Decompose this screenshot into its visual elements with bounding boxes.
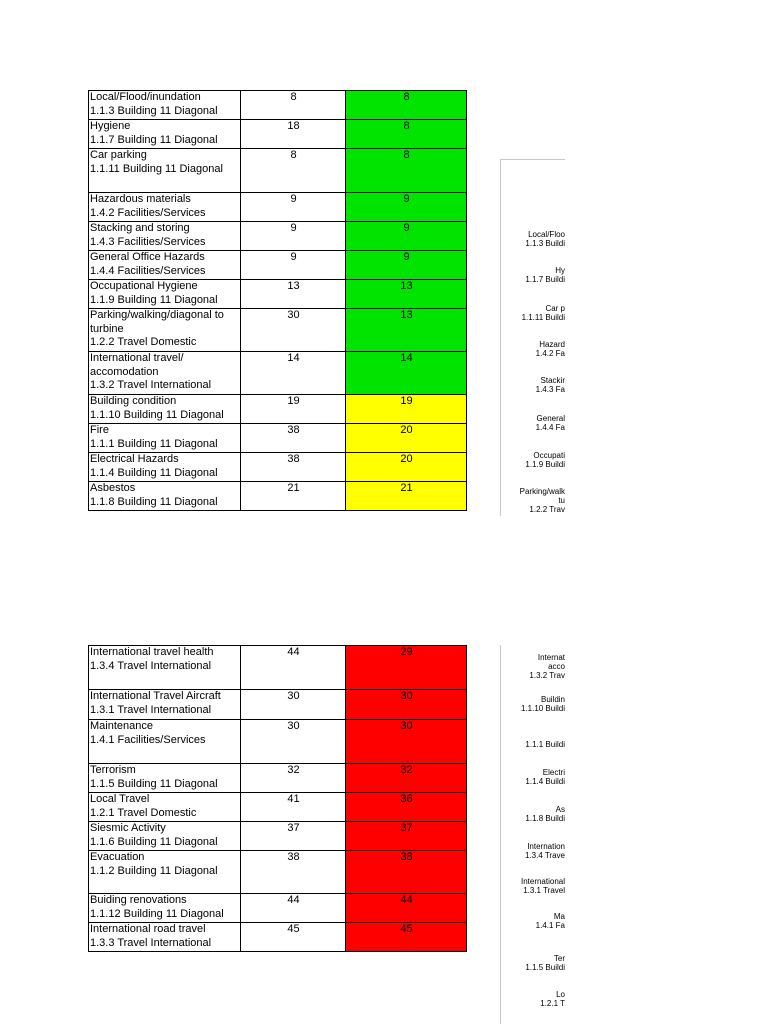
risk-name: International road travel (90, 923, 206, 935)
risk-row (89, 91, 467, 120)
risk-name: turbine (90, 322, 124, 335)
chart-category-label-line: Internat (537, 653, 565, 662)
chart-category-label-line: Internation (527, 842, 565, 851)
risk-row (89, 851, 467, 894)
inherent-score-cell: 9 (241, 193, 346, 222)
risk-description-cell (89, 720, 241, 764)
residual-score-cell: 45 (346, 923, 467, 952)
risk-reference: 1.3.2 Travel International (90, 379, 212, 391)
inherent-score-cell: 30 (241, 690, 346, 720)
risk-description-cell (89, 764, 241, 793)
risk-row (89, 222, 467, 251)
residual-score-cell: 21 (346, 482, 467, 511)
risk-reference: 1.3.1 Travel International (90, 703, 212, 716)
risk-description-cell (89, 395, 241, 424)
residual-score-cell: 13 (346, 309, 467, 352)
risk-description-cell (89, 251, 241, 280)
chart-category-label (525, 842, 565, 860)
risk-row (89, 395, 467, 424)
chart-category-label-line: 1.3.4 Trave (524, 851, 565, 860)
chart-category-label-line: Parking/walk (519, 487, 565, 496)
risk-reference: 1.4.4 Facilities/Services (90, 264, 206, 277)
risk-description-cell (89, 482, 241, 511)
risk-reference: 1.1.10 Building 11 Diagonal (90, 408, 224, 421)
inherent-score-cell: 30 (241, 309, 346, 352)
risk-table-body (89, 91, 467, 511)
inherent-score-cell: 45 (241, 923, 346, 952)
risk-description-cell (89, 222, 241, 251)
residual-score-cell: 29 (346, 646, 467, 690)
risk-row (89, 482, 467, 511)
risk-row (89, 280, 467, 309)
chart-category-label (536, 414, 565, 432)
residual-score-cell: 37 (346, 822, 467, 851)
chart-category-label (525, 954, 565, 972)
risk-name: Maintenance (90, 720, 153, 732)
risk-reference: 1.1.5 Building 11 Diagonal (90, 777, 218, 790)
risk-reference: 1.1.4 Building 11 Diagonal (90, 466, 218, 479)
risk-reference: 1.4.2 Facilities/Services (90, 206, 206, 219)
chart-category-label-line: Hy (555, 266, 565, 275)
residual-score-cell: 44 (346, 894, 467, 923)
risk-reference: 1.1.11 Building 11 Diagonal (90, 162, 223, 175)
chart-category-label-line: 1.1.3 Buildi (525, 239, 565, 248)
chart-category-label (525, 266, 565, 284)
chart-category-label (536, 340, 565, 358)
risk-row (89, 923, 467, 952)
risk-reference: 1.1.1 Building 11 Diagonal (90, 437, 218, 450)
chart-category-label-line: 1.2.2 Trav (529, 505, 565, 514)
risk-row (89, 646, 467, 690)
chart-category-label-line: 1.1.1 Buildi (525, 740, 565, 749)
risk-reference: 1.1.7 Building 11 Diagonal (90, 133, 218, 146)
risk-name: Occupational Hygiene (90, 280, 198, 292)
chart-category-label-line: 1.4.4 Fa (535, 423, 565, 432)
residual-score-cell: 8 (346, 91, 467, 120)
chart-category-label-line: 1.1.7 Buildi (525, 275, 565, 284)
risk-name: Local Travel (90, 793, 150, 805)
risk-table-body (89, 646, 467, 952)
chart-category-label (529, 653, 565, 680)
chart-category-label (536, 912, 565, 930)
risk-row (89, 720, 467, 764)
risk-name: Siesmic Activity (90, 822, 166, 834)
risk-name: General Office Hazards (90, 251, 205, 263)
risk-row (89, 352, 467, 395)
risk-row (89, 120, 467, 149)
chart-category-label-line: Occupati (533, 451, 565, 460)
chart-category-label (525, 740, 565, 749)
risk-name: accomodation (90, 365, 159, 378)
risk-name: Electrical Hazards (90, 453, 179, 465)
chart-category-label-line: 1.1.4 Buildi (525, 777, 565, 786)
chart-category-label-line: International (520, 877, 565, 886)
risk-reference: 1.1.9 Building 11 Diagonal (90, 293, 218, 306)
chart-category-label (540, 990, 565, 1008)
inherent-score-cell: 8 (241, 149, 346, 193)
chart-category-label-line: 1.3.1 Travel (523, 886, 565, 895)
inherent-score-cell: 38 (241, 851, 346, 894)
risk-name: Car parking (90, 149, 147, 161)
residual-score-cell: 32 (346, 764, 467, 793)
inherent-score-cell: 38 (241, 424, 346, 453)
residual-score-cell: 14 (346, 352, 467, 395)
chart-category-label (521, 877, 565, 895)
risk-name: International travel health (90, 646, 214, 658)
risk-reference: 1.2.2 Travel Domestic (90, 336, 197, 348)
residual-score-cell: 13 (346, 280, 467, 309)
risk-name: Local/Flood/inundation (90, 91, 201, 103)
risk-name: Parking/walking/diagonal to (90, 309, 224, 321)
risk-row (89, 690, 467, 720)
residual-score-cell: 30 (346, 690, 467, 720)
inherent-score-cell: 44 (241, 894, 346, 923)
risk-reference: 1.2.1 Travel Domestic (90, 806, 197, 819)
chart-category-label-line: Stackir (540, 376, 565, 385)
chart-category-label-line: Buildin (540, 695, 565, 704)
risk-row (89, 251, 467, 280)
risk-description-cell (89, 822, 241, 851)
inherent-score-cell: 13 (241, 280, 346, 309)
risk-name: Hazardous materials (90, 193, 191, 205)
inherent-score-cell: 21 (241, 482, 346, 511)
risk-description-cell (89, 453, 241, 482)
risk-reference: 1.1.3 Building 11 Diagonal (90, 104, 218, 117)
inherent-score-cell: 9 (241, 251, 346, 280)
chart-category-label-line: 1.4.3 Fa (535, 385, 565, 394)
chart-category-label (522, 304, 565, 322)
risk-name: Terrorism (90, 764, 136, 776)
risk-description-cell (89, 280, 241, 309)
risk-name: Stacking and storing (90, 222, 190, 234)
risk-reference: 1.1.6 Building 11 Diagonal (90, 835, 218, 848)
risk-row (89, 193, 467, 222)
risk-name: Buiding renovations (90, 894, 187, 906)
risk-description-cell (89, 352, 241, 395)
inherent-score-cell: 19 (241, 395, 346, 424)
chart-category-label (525, 805, 565, 823)
chart-category-label-line: 1.4.1 Fa (535, 921, 565, 930)
risk-row (89, 424, 467, 453)
risk-name: Asbestos (90, 482, 136, 494)
risk-reference: 1.1.12 Building 11 Diagonal (90, 907, 224, 920)
risk-row (89, 764, 467, 793)
risk-reference: 1.1.2 Building 11 Diagonal (90, 864, 218, 877)
chart-category-label-line: tu (558, 496, 565, 505)
chart-category-label (525, 768, 565, 786)
risk-reference: 1.4.3 Facilities/Services (90, 235, 206, 248)
chart-category-label (525, 230, 565, 248)
inherent-score-cell: 14 (241, 352, 346, 395)
side-chart-labels-bottom (500, 645, 565, 1024)
risk-row (89, 309, 467, 352)
inherent-score-cell: 41 (241, 793, 346, 822)
chart-category-label-line: 1.1.10 Buildi (520, 704, 565, 713)
chart-category-label-line: Local/Floo (528, 230, 565, 239)
risk-name: International Travel Aircraft (90, 690, 221, 702)
risk-reference: 1.1.8 Building 11 Diagonal (90, 495, 218, 508)
risk-description-cell (89, 424, 241, 453)
risk-row (89, 894, 467, 923)
inherent-score-cell: 18 (241, 120, 346, 149)
chart-category-label-line: 1.2.1 T (540, 999, 565, 1008)
risk-description-cell (89, 923, 241, 952)
risk-description-cell (89, 793, 241, 822)
risk-description-cell (89, 193, 241, 222)
risk-description-cell (89, 91, 241, 120)
risk-name: Evacuation (90, 851, 145, 863)
risk-description-cell (89, 894, 241, 923)
residual-score-cell: 9 (346, 251, 467, 280)
chart-category-label-line: Ma (553, 912, 565, 921)
risk-description-cell (89, 149, 241, 193)
residual-score-cell: 9 (346, 222, 467, 251)
risk-description-cell (89, 646, 241, 690)
residual-score-cell: 36 (346, 793, 467, 822)
chart-category-label-line: 1.3.2 Trav (529, 671, 565, 680)
risk-table-high (88, 645, 467, 952)
risk-row (89, 793, 467, 822)
risk-description-cell (89, 309, 241, 352)
risk-row (89, 453, 467, 482)
chart-category-label-line: 1.1.11 Buildi (521, 313, 565, 322)
chart-category-label-line: Ter (553, 954, 565, 963)
risk-row (89, 822, 467, 851)
chart-category-label-line: Electri (542, 768, 565, 777)
residual-score-cell: 8 (346, 149, 467, 193)
risk-name: Building condition (90, 395, 177, 407)
chart-category-label-line: Lo (556, 990, 565, 999)
chart-category-label-line: General (536, 414, 565, 423)
residual-score-cell: 9 (346, 193, 467, 222)
chart-category-label-line: Car p (545, 304, 565, 313)
chart-category-label (536, 376, 565, 394)
residual-score-cell: 38 (346, 851, 467, 894)
chart-category-label-line: As (555, 805, 565, 814)
chart-category-label (520, 487, 565, 514)
chart-category-label (521, 695, 565, 713)
risk-name: Hygiene (90, 120, 131, 132)
risk-table-low-medium (88, 90, 467, 511)
residual-score-cell: 20 (346, 424, 467, 453)
chart-category-label (525, 451, 565, 469)
risk-name: International travel/ (90, 352, 184, 364)
risk-description-cell (89, 851, 241, 894)
chart-category-label-line: 1.4.2 Fa (535, 349, 565, 358)
chart-category-label-line: 1.1.8 Buildi (525, 814, 565, 823)
risk-name: Fire (90, 424, 109, 436)
inherent-score-cell: 30 (241, 720, 346, 764)
residual-score-cell: 20 (346, 453, 467, 482)
chart-category-label-line: acco (548, 662, 565, 671)
inherent-score-cell: 8 (241, 91, 346, 120)
chart-category-label-line: 1.1.5 Buildi (525, 963, 565, 972)
risk-reference: 1.3.3 Travel International (90, 936, 212, 949)
risk-reference: 1.4.1 Facilities/Services (90, 733, 206, 746)
residual-score-cell: 19 (346, 395, 467, 424)
inherent-score-cell: 37 (241, 822, 346, 851)
risk-description-cell (89, 690, 241, 720)
risk-row (89, 149, 467, 193)
residual-score-cell: 8 (346, 120, 467, 149)
inherent-score-cell: 44 (241, 646, 346, 690)
side-chart-labels-top (500, 159, 565, 516)
risk-reference: 1.3.4 Travel International (90, 659, 212, 672)
chart-category-label-line: Hazard (539, 340, 565, 349)
risk-description-cell (89, 120, 241, 149)
chart-category-label-line: 1.1.9 Buildi (525, 460, 565, 469)
inherent-score-cell: 32 (241, 764, 346, 793)
inherent-score-cell: 9 (241, 222, 346, 251)
inherent-score-cell: 38 (241, 453, 346, 482)
residual-score-cell: 30 (346, 720, 467, 764)
